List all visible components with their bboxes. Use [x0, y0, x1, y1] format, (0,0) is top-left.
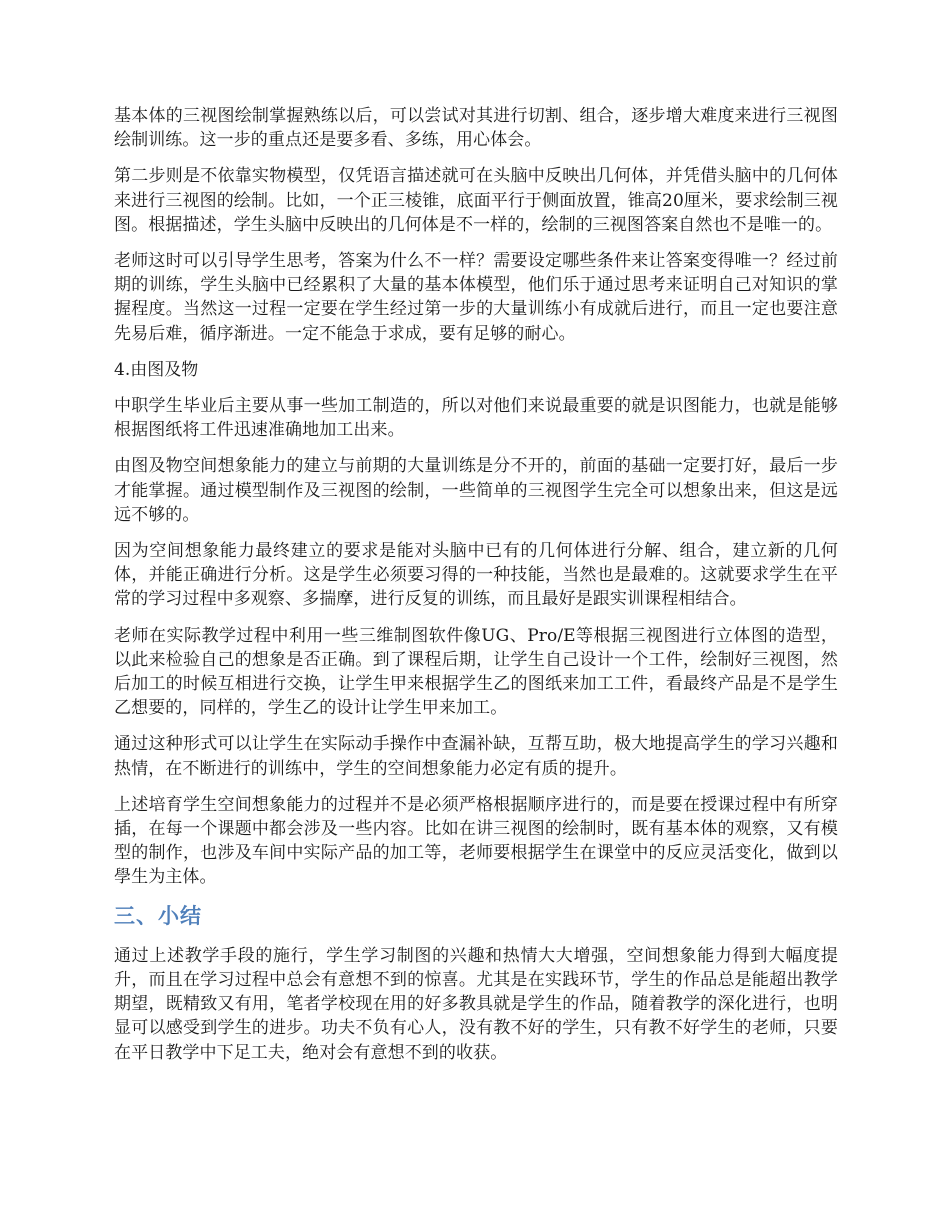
paragraph-spatial-training: 由图及物空间想象能力的建立与前期的大量训练是分不开的，前面的基础一定要打好，最后一步才能掌握。通过模型制作及三视图的绘制，一些简单的三视图学生完全可以想象出来，但这是远远不够的。 — [114, 456, 838, 525]
paragraph-basic-shapes: 基本体的三视图绘制掌握熟练以后，可以尝试对其进行切割、组合，逐步增大难度来进行三视图绘制训练。这一步的重点还是要多看、多练，用心体会。 — [114, 106, 838, 151]
paragraph-3d-software: 老师在实际教学过程中利用一些三维制图软件像UG、Pro/E等根据三视图进行立体图的造型，以此来检验自己的想象是否正确。到了课程后期，让学生自己设计一个工件，绘制好三视图，然后加工的时候互相进行交换，让学生甲来根据学生乙的图纸来加工工件，看最终产品是不是学生乙想要的，同样的，学生乙的设计让学生甲来加工。 — [114, 625, 838, 719]
paragraph-teacher-guidance: 老师这时可以引导学生思考，答案为什么不一样？需要设定哪些条件来让答案变得唯一？经过前期的训练，学生头脑中已经累积了大量的基本体模型，他们乐于通过思考来证明自己对知识的掌握程度。当然这一过程一定要在学生经过第一步的大量训练小有成就后进行，而且一定也要注意先易后难，循序渐进。一定不能急于求成，要有足够的耐心。 — [114, 251, 838, 344]
paragraph-vocational-students: 中职学生毕业后主要从事一些加工制造的，所以对他们来说最重要的就是识图能力，也就是能够根据图纸将工件迅速准确地加工出来。 — [114, 396, 838, 441]
paragraph-step-two: 第二步则是不依靠实物模型，仅凭语言描述就可在头脑中反映出几何体，并凭借头脑中的几何体来进行三视图的绘制。比如，一个正三棱锥，底面平行于侧面放置，锥高20厘米，要求绘制三视图。根据描述，学生头脑中反映出的几何体是不一样的，绘制的三视图答案自然也不是唯一的。 — [114, 166, 838, 235]
document-body — [114, 104, 838, 1077]
paragraph-decompose-combine: 因为空间想象能力最终建立的要求是能对头脑中已有的几何体进行分解、组合，建立新的几何体，并能正确进行分析。这是学生必须要习得的一种技能，当然也是最难的。这就要求学生在平常的学习过程中多观察、多揣摩，进行反复的训练，而且最好是跟实训课程相结合。 — [114, 541, 838, 610]
section-heading-summary: 三、小结 — [114, 903, 202, 928]
paragraph-process-order: 上述培育学生空间想象能力的过程并不是必须严格根据顺序进行的，而是要在授课过程中有所穿插，在每一个课题中都会涉及一些内容。比如在讲三视图的绘制时，既有基本体的观察，又有模型的制作，也涉及车间中实际产品的加工等，老师要根据学生在课堂中的反应灵活变化，做到以學生为主体。 — [114, 794, 838, 888]
subheading-from-drawing-to-object: 4.由图及物 — [114, 359, 199, 380]
paragraph-summary: 通过上述教学手段的施行，学生学习制图的兴趣和热情大大增强，空间想象能力得到大幅度提升，而且在学习过程中总会有意想不到的惊喜。尤其是在实践环节，学生的作品总是能超出教学期望，既精致又有用，笔者学校现在用的好多教具就是学生的作品，随着教学的深化进行，也明显可以感受到学生的进步。功夫不负有心人，没有教不好的学生，只有教不好学生的老师，只要在平日教学中下足工夫，绝对会有意想不到的收获。 — [114, 945, 838, 1063]
paragraph-hands-on: 通过这种形式可以让学生在实际动手操作中查漏补缺，互帮互助，极大地提高学生的学习兴趣和热情，在不断进行的训练中，学生的空间想象能力必定有质的提升。 — [114, 734, 838, 779]
